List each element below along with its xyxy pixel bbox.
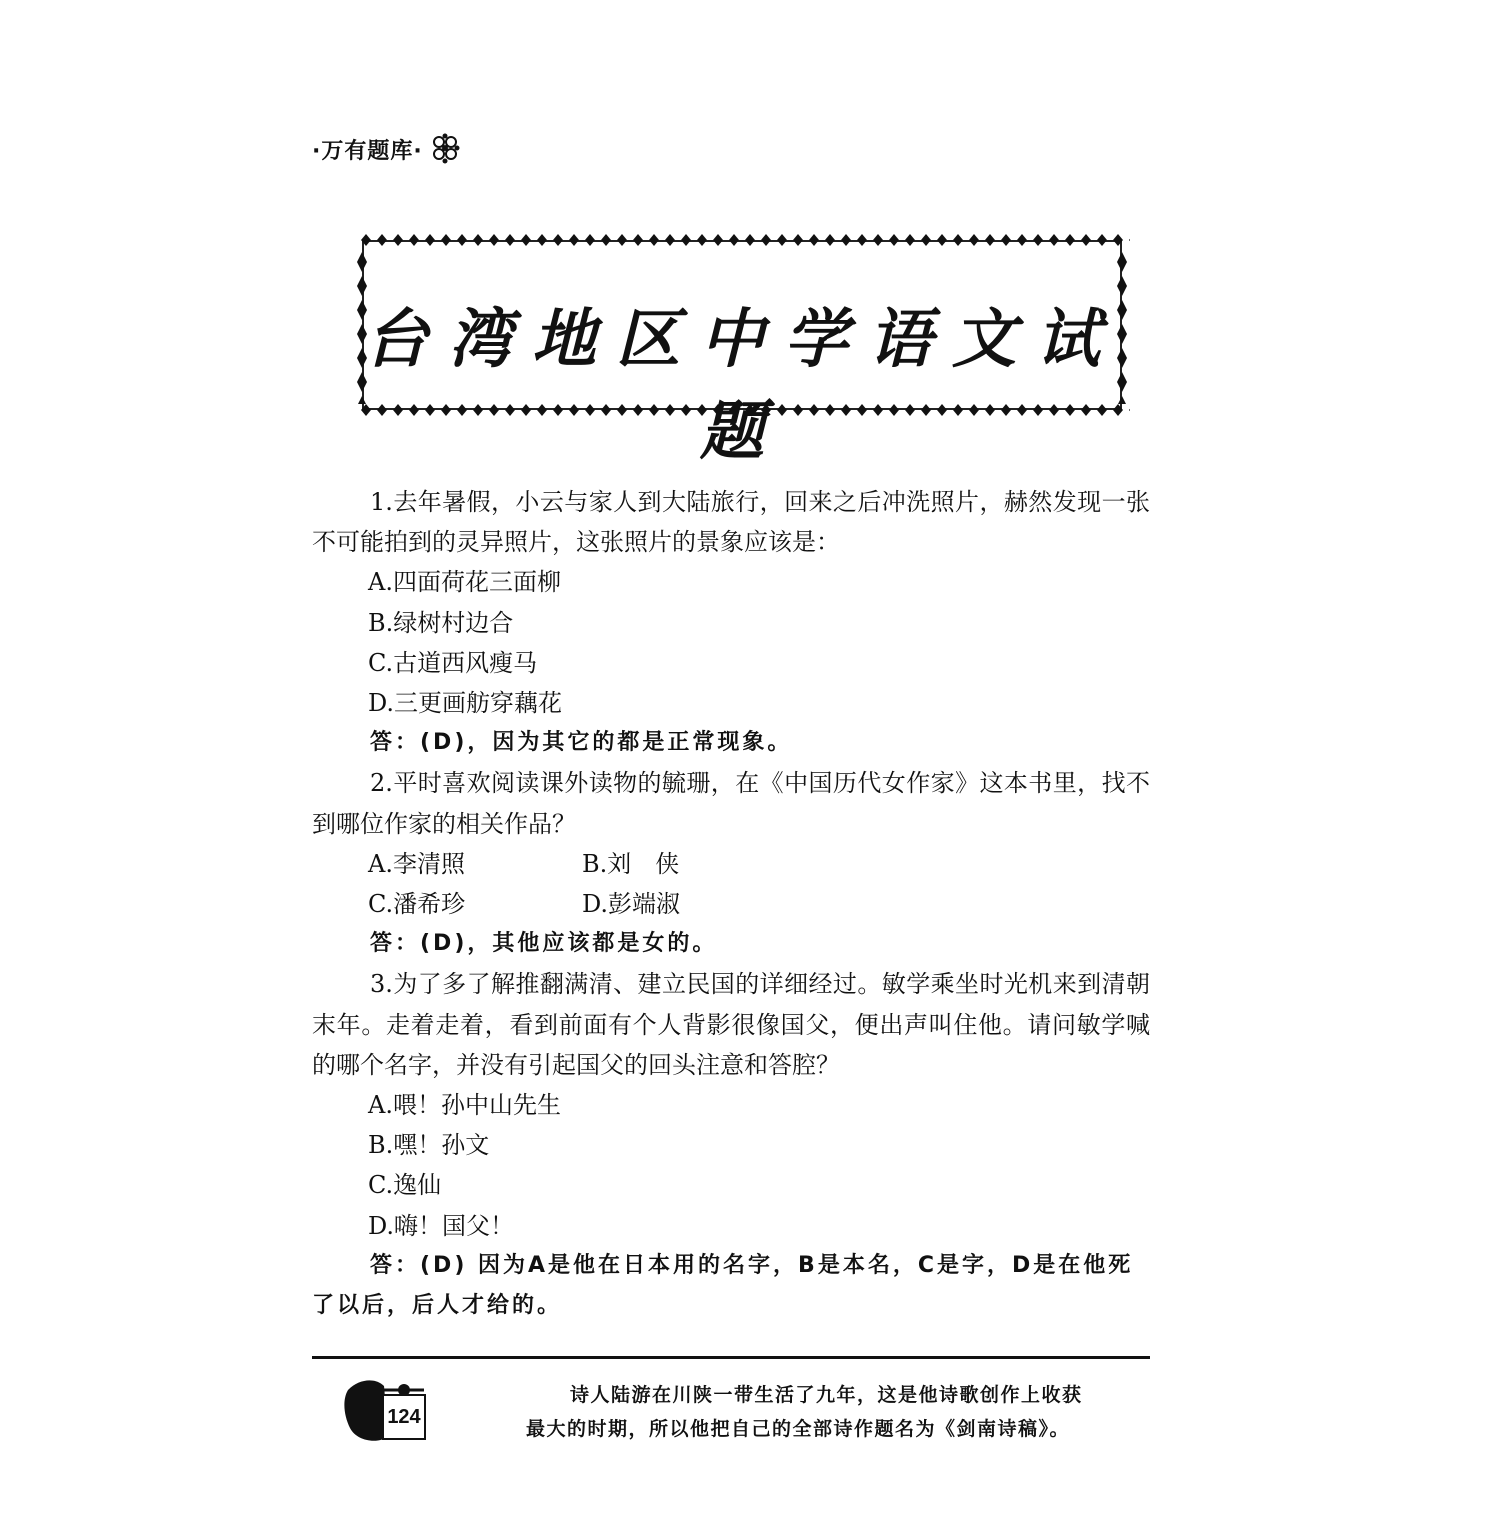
option-row <box>312 884 1150 924</box>
answer-text: 答：(D)，因为其它的都是正常现象。 <box>370 730 793 756</box>
option-d: D.三更画舫穿藕花 <box>368 689 563 718</box>
question-2 <box>312 763 1150 964</box>
footer-divider <box>312 1356 1150 1359</box>
option-a: A.喂！孙中山先生 <box>368 1091 561 1120</box>
question-1 <box>312 482 1150 763</box>
header-label: ·万有题库· <box>312 138 423 164</box>
option-a: A.四面荷花三面柳 <box>368 568 561 597</box>
option-c: C.潘希珍 <box>368 890 466 919</box>
question-3 <box>312 964 1150 1326</box>
page-title: 台湾地区中学语文试题 <box>364 302 1120 469</box>
option-row <box>312 844 1150 884</box>
question-stem: 1.去年暑假，小云与家人到大陆旅行，回来之后冲洗照片，赫然发现一张不可能拍到的灵异照片，这张照片的景象应该是： <box>312 488 1150 557</box>
answer-text: 答：(D) 因为A是他在日本用的名字，B是本名，C是字，D是在他死了以后，后人才给的。 <box>312 1252 1134 1319</box>
footer-note-line-2: 最大的时期，所以他把自己的全部诗作题名为《剑南诗稿》。 <box>526 1418 1071 1440</box>
title-frame <box>362 240 1122 469</box>
option-c: C.古道西风瘦马 <box>368 648 538 677</box>
answer-text: 答：(D)，其他应该都是女的。 <box>370 931 718 957</box>
option-b: B.刘 侠 <box>582 849 680 878</box>
running-header <box>312 132 463 166</box>
decorative-border-top <box>358 233 1130 247</box>
page-number: 124 <box>382 1394 426 1440</box>
footer-note-line-1: 诗人陆游在川陕一带生活了九年，这是他诗歌创作上收获 <box>570 1384 1083 1406</box>
option-c: C.逸仙 <box>368 1171 442 1200</box>
question-stem: 3.为了多了解推翻满清、建立民国的详细经过。敏学乘坐时光机来到清朝末年。走着走着，看到前面有个人背影很像国父，便出声叫住他。请问敏学喊的哪个名字，并没有引起国父的回头注意和答腔？ <box>312 970 1150 1079</box>
option-b: B.绿树村边合 <box>368 608 514 637</box>
footer-note <box>526 1378 1150 1446</box>
flower-ornament-icon <box>429 132 463 166</box>
option-b: B.嘿！孙文 <box>368 1131 490 1160</box>
option-a: A.李清照 <box>368 849 465 878</box>
question-stem: 2.平时喜欢阅读课外读物的毓珊，在《中国历代女作家》这本书里，找不到哪位作家的相关作品？ <box>312 769 1150 838</box>
option-d: D.嗨！国父！ <box>368 1211 515 1240</box>
question-list <box>312 482 1150 1326</box>
option-d: D.彭端淑 <box>582 890 681 919</box>
